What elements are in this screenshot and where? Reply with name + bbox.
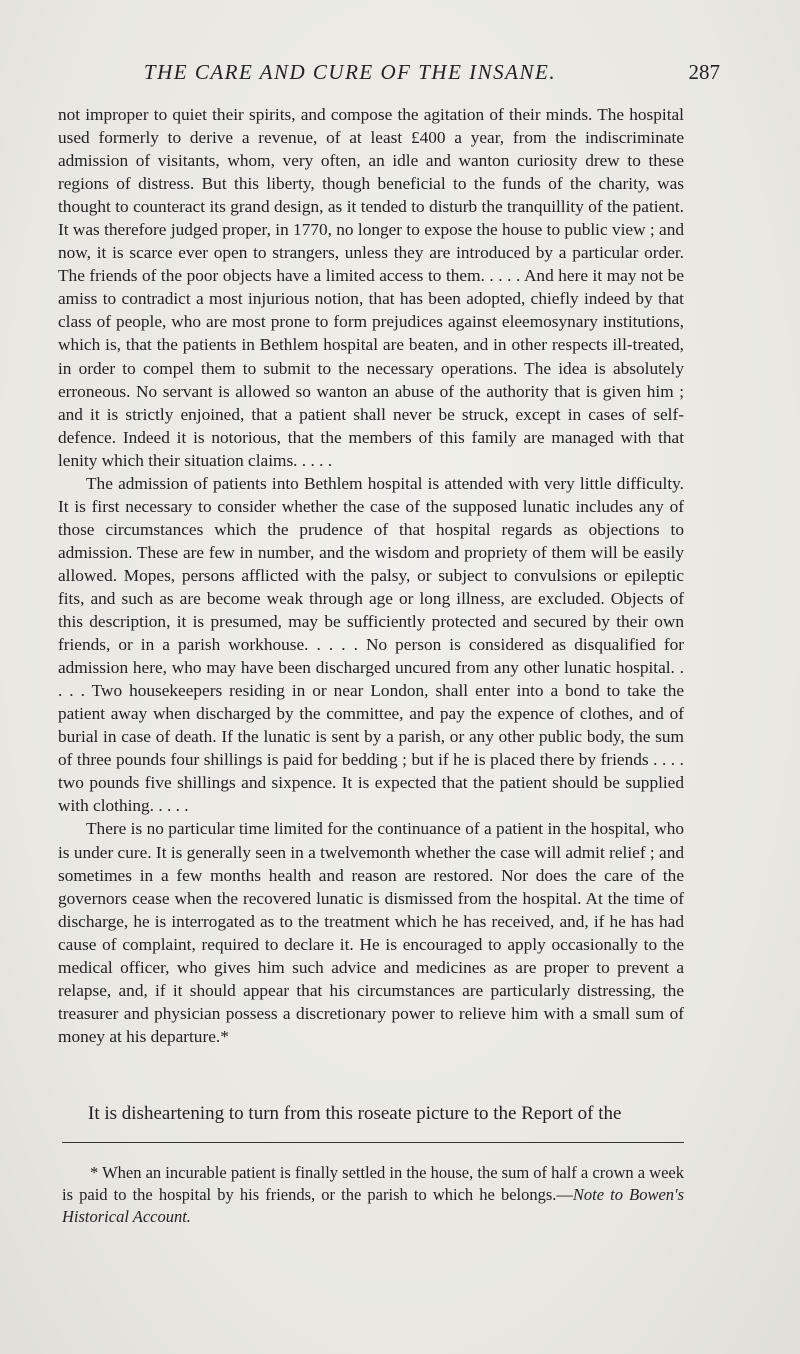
closing-line: It is disheartening to turn from this roseate picture to the Report of the [88, 1103, 622, 1124]
paragraph-1: not improper to quiet their spirits, and compose the agitation of their minds. The hospital used formerly to derive a revenue, of at least £400 a year, from the indiscriminate admission of visitants, whom, very often, an idle and wanton curiosity drew to these regions of distress. But this liberty, though beneficial to the funds of the charity, was thought to counteract its grand design, as it tended to disturb the tranquillity of the patient. It was therefore judged proper, in 1770, no longer to expose the house to public view ; and now, it is scarce ever open to strangers, unless they are introduced by a particular order. The friends of the poor objects have a limited access to them. . . . . And here it may not be amiss to contradict a most injurious notion, that has been adopted, chiefly indeed by that class of people, who are most prone to form prejudices against eleemosynary institutions, which is, that the patients in Bethlem hospital are beaten, and in other respects ill-treated, in order to compel them to submit to the necessary operations. The idea is absolutely erroneous. No servant is allowed so wanton an abuse of the authority that is given him ; and it is strictly enjoined, that a patient shall never be struck, except in cases of self-defence. Indeed it is notorious, that the members of this family are managed with that lenity which their situation claims. . . . . [58, 105, 684, 470]
footnote-source: Note to Bowen's Historical Account. [62, 1185, 684, 1226]
paragraph-2: The admission of patients into Bethlem hospital is attended with very little difficulty. It is first necessary to consider whether the case of the supposed lunatic includes any of those circumstances which the prudence of that hospital regards as objections to admission. These are few in number, and the wisdom and propriety of them will be easily allowed. Mopes, persons afflicted with the palsy, or subject to convulsions or epileptic fits, and such as are become weak through age or long illness, are excluded. Objects of this description, it is presumed, may be sufficiently protected and secured by their own friends, or in a parish workhouse. . . . . No person is considered as disqualified for admission here, who may have been discharged uncured from any other lunatic hospital. . . . . Two housekeepers residing in or near London, shall enter into a bond to take the patient away when discharged by the committee, and pay the expence of clothes, and of burial in case of death. If the lunatic is sent by a parish, or any other public body, the sum of three pounds four shillings is paid for bedding ; but if he is placed there by friends . . . . two pounds five shillings and sixpence. It is expected that the patient should be supplied with clothing. . . . . [58, 473, 684, 816]
page-number: 287 [688, 60, 720, 84]
running-head [60, 58, 720, 90]
footnote [62, 1162, 684, 1228]
footnote-rule [62, 1142, 684, 1143]
footnote-text: * When an incurable patient is finally settled in the house, the sum of half a crown a week is paid to the hospital by his friends, or the parish to which he belongs.— [62, 1163, 684, 1204]
paragraph-3: There is no particular time limited for the continuance of a patient in the hospital, who is under cure. It is generally seen in a twelvemonth whether the case will admit relief ; and sometimes in a few months health and reason are restored. Nor does the care of the governors cease when the recovered lunatic is dismissed from the hospital. At the time of discharge, he is interrogated as to the treatment which he has received, and, if he has had cause of complaint, required to declare it. He is encouraged to apply occasionally to the medical officer, who gives him such advice and medicines as are proper to prevent a relapse, and, if it should appear that his circumstances are particularly distressing, the treasurer and physician possess a discretionary power to relieve him with a small sum of money at his departure.* [58, 819, 684, 1046]
running-title: THE CARE AND CURE OF THE INSANE. [143, 60, 557, 84]
body-text [58, 103, 684, 1048]
